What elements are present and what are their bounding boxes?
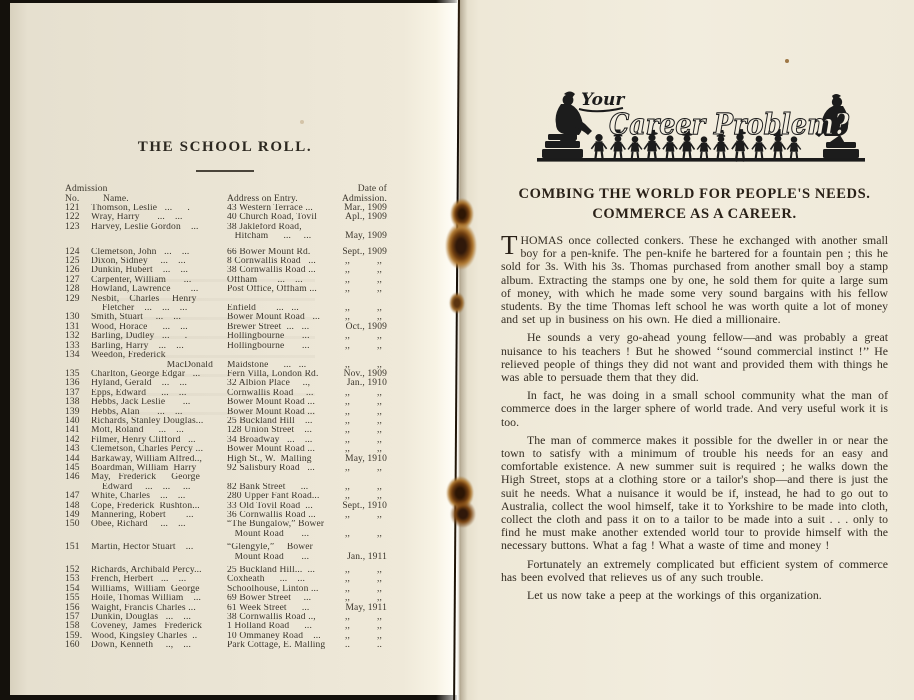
roll-row-line: 121 Thomson, Leslie ... . 43 Western Terrace ... Mar., 1909 xyxy=(65,203,387,213)
roll-row-line: 128 Howland, Lawrence ... Post Office, Offham ... ,, ,, xyxy=(65,284,382,295)
roll-rows xyxy=(65,204,387,651)
title-divider-rule xyxy=(196,170,254,172)
header-name: Name. xyxy=(103,194,129,204)
roll-row-line: 159. Wood, Kingsley Charles .. 10 Ommaney Road ... ,, ,, xyxy=(65,630,382,641)
article-paragraph: Fortunately an extremely complicated but efficient system of commerce has been evolved that relieves us of any such trouble. xyxy=(501,556,888,584)
roll-row-line: MacDonald Maidstone ... ... ,, ,, xyxy=(166,359,382,370)
roll-row-line: Mount Road ... Jan., 1911 xyxy=(227,551,387,562)
roll-row-line: 151 Martin, Hector Stuart ... “Glengyle,” Bower xyxy=(65,542,313,553)
roll-row-line: 148 Cope, Frederick Rushton... 33 Old Tovil Road ... Sept., 1910 xyxy=(65,500,387,511)
roll-row-line: Edward ... ... ... 82 Bank Street ... ,, ,, xyxy=(102,481,382,492)
roll-row-line: 149 Mannering, Robert ... 36 Cornwallis Road ... ,, ,, xyxy=(65,510,382,520)
rust-stain xyxy=(449,292,465,314)
left-page xyxy=(10,3,457,695)
roll-row-line: 136 Hyland, Gerald ... ... 32 Albion Place .., Jan., 1910 xyxy=(65,378,387,389)
rust-stain xyxy=(445,222,477,270)
roll-row-line: 133 Barling, Harry ... ... Hollingbourne ... ,, ,, xyxy=(65,340,382,351)
article-heading-line1: COMBING THE WORLD FOR PEOPLE'S NEEDS. xyxy=(518,186,871,202)
roll-row-line: 126 Dunkin, Hubert ... ... 38 Cornwallis Road ... ,, ,, xyxy=(65,265,382,276)
header-admission: Admission xyxy=(65,184,108,194)
roll-row-line: 131 Wood, Horace ... ... Brewer Street ... ... Oct., 1909 xyxy=(65,321,387,332)
roll-row-line: 123 Harvey, Leslie Gordon ... 38 Jakleford Road, xyxy=(65,221,302,232)
roll-row-line: 125 Dixon, Sidney ... ... 8 Cornwallis Road ... ,, ,, xyxy=(65,256,382,267)
roll-row-line: Hitcham ... ... May, 1909 xyxy=(227,231,387,242)
roll-row-line: 124 Clemetson, John ... ... 66 Bower Mount Rd. Sept., 1909 xyxy=(65,246,387,257)
roll-row-line: 139 Hebbs, Alan ... ... Bower Mount Road ... ,, ,, xyxy=(65,406,382,417)
roll-row-line: 129 Nesbit, Charles Henry xyxy=(65,293,197,304)
right-page xyxy=(457,0,914,700)
roll-row-line: Mount Road ... ,, ,, xyxy=(227,528,382,539)
roll-row-line: 160 Down, Kenneth .., ... Park Cottage, E. Malling .. .. xyxy=(65,640,382,651)
roll-row-line: 152 Richards, Archibald Percy... 25 Buckland Hill... ... ,, ,, xyxy=(65,565,382,576)
article-heading-line2: COMMERCE AS A CAREER. xyxy=(592,206,797,222)
roll-table-header xyxy=(65,184,387,204)
header-admission-dot: Admission. xyxy=(341,194,387,204)
roll-row-line: 144 Barkaway, William Alfred.., High St., W. Malling May, 1910 xyxy=(65,453,387,464)
banner-word-career-problem: Career Problem? xyxy=(609,107,850,141)
roll-row-line: 157 Dunkin, Douglas ... ... 38 Cornwallis Road .., ,, ,, xyxy=(65,612,382,623)
career-banner-illustration xyxy=(535,76,867,168)
roll-row-line: 140 Richards, Stanley Douglas... 25 Buckland Hill ... ,, ,, xyxy=(65,415,382,426)
article-heading xyxy=(501,184,888,224)
header-no: No. xyxy=(65,194,80,204)
roll-row-line: 158 Coveney, James Frederick 1 Holland Road ... ,, ,, xyxy=(65,621,382,632)
article-paragraph: Let us now take a peep at the workings of this organization. xyxy=(527,588,822,603)
roll-row-line: 134 Weedon, Frederick xyxy=(65,350,166,361)
article-paragraph: The man of commerce makes it possible for the dweller in or near the town to satisfy with a minimum of trouble his needs for an easy and comfortable existence. A new summer suit is required ; he walks down the High Street, stops at a clothing store or a tailor's shop—and there is just the suit he needs. What a nuisance it would be if, instead, he had to go out to Australia, collect the wool himself, take it to Yorkshire to be made into cloth, collect the cloth and pass it on to a tailor to be made into a suit . . . only to find he must make another extended world tour to provide himself with the necessary buttons. What a fag ! What a waste of time and money ! xyxy=(501,432,888,553)
roll-row-line: 142 Filmer, Henry Clifford ... 34 Broadway ... ... ,, ,, xyxy=(65,434,382,445)
header-address: Address on Entry. xyxy=(227,194,298,204)
school-roll-title: THE SCHOOL ROLL. xyxy=(137,139,313,155)
roll-row-line: 155 Hoile, Thomas William ... 69 Bower Street ... ,, ,, xyxy=(65,593,382,604)
roll-row-line: 145 Boardman, William Harry 92 Salisbury Road ... ,, ,, xyxy=(65,462,382,473)
drop-cap: T xyxy=(501,230,518,260)
header-date-of: Date of xyxy=(357,184,387,194)
roll-row-line: 122 Wray, Harry ... ... 40 Church Road, Tovil Apl., 1909 xyxy=(65,212,387,223)
foxing-speck xyxy=(300,120,304,124)
article-paragraph: THOMAS once collected conkers. These he exchanged with another small boy for a pen-knife. The pen-knife he bartered for a fountain pen ; this he sold for 3s. With his 3s. Thomas purchased from another small boy a stamp album. Extracting the stamps one by one, he sold them for quite a large sum of money, with which he made some very sound bargains with his fellow students. By the time Thomas left school he was worth quite a lot of money and set up in business on his own. He died a millionaire. xyxy=(501,230,888,327)
roll-row-line: 127 Carpenter, William ... Offham ... ... ,, ,, xyxy=(65,274,382,285)
roll-row-line: Fletcher ... ... ... Enfield ... ... ,, ,, xyxy=(102,303,382,314)
roll-row-line: 146 May, Frederick George xyxy=(65,472,200,483)
article-paragraphs xyxy=(501,230,888,603)
roll-row-line: 143 Clemetson, Charles Percy ... Bower Mount Road ... ,, ,, xyxy=(65,444,382,455)
roll-row-line: 141 Mott, Roland ... ... 128 Union Street ... ,, ,, xyxy=(65,425,382,436)
banner-word-your: Your xyxy=(581,90,625,110)
roll-row-line: 132 Barling, Dudley ... . Hollingbourne ... ,, ,, xyxy=(65,331,382,342)
roll-row-line: 154 Williams, William George Schoolhouse, Linton ... ,, ,, xyxy=(65,583,382,594)
article-paragraph: He sounds a very go-ahead young fellow—and was probably a great nuisance to his teachers ! But he showed ‘‘sound commercial instinct !’’ He relieved people of things they did not want and provided them with things he was able to persuade them that they did. xyxy=(501,330,888,385)
school-roll-table xyxy=(65,184,387,651)
rust-stain xyxy=(450,500,476,528)
roll-row-line: 153 French, Herbert ... ... Coxheath ... ... ,, ,, xyxy=(65,574,382,585)
roll-row-line: 147 White, Charles ... ... 280 Upper Fant Road... ,, ,, xyxy=(65,491,382,502)
roll-row-line: 150 Obee, Richard ... ... “The Bungalow,” Bower xyxy=(65,519,325,530)
roll-row-line: 130 Smith, Stuart ... ... Bower Mount Road ... ,, ,, xyxy=(65,312,382,323)
roll-row-line: 137 Epps, Edward ... ... Cornwallis Road ... ,, ,, xyxy=(65,387,382,398)
article-paragraph: In fact, he was doing in a small school community what the man of commerce does in the larger sphere of world trade. And very useful work it is too. xyxy=(501,388,888,429)
roll-row-line: 135 Charlton, George Edgar ... Fern Villa, London Rd. Nov., 1909 xyxy=(65,368,387,379)
roll-row-line: 156 Waight, Francis Charles ... 61 Week Street ... May, 1911 xyxy=(65,602,387,613)
roll-row-line: 138 Hebbs, Jack Leslie ... Bower Mount Road ... ,, ,, xyxy=(65,397,382,408)
foxing-speck xyxy=(785,59,789,63)
